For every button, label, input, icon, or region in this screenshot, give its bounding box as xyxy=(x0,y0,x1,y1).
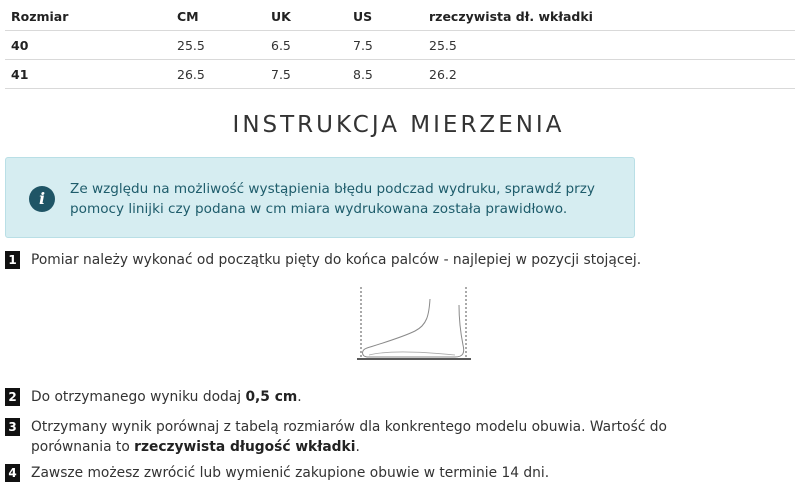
foot-outline xyxy=(363,299,464,357)
table-cell: 25.5 xyxy=(177,37,205,53)
column-header: UK xyxy=(271,8,291,24)
table-cell: 26.2 xyxy=(429,66,457,82)
info-icon: i xyxy=(29,186,55,212)
table-cell: 25.5 xyxy=(429,37,457,53)
table-cell: 8.5 xyxy=(353,66,373,82)
column-header: Rozmiar xyxy=(11,8,69,24)
column-header: CM xyxy=(177,8,199,24)
step-text-part: . xyxy=(355,439,360,455)
step-3 xyxy=(5,417,667,455)
info-text: Ze względu na możliwość wystąpienia błędu podczad wydruku, sprawdź przy pomocy linijki czy podana w cm miara wydrukowana została prawidłowo. xyxy=(70,181,595,217)
step-number: 4 xyxy=(5,464,20,482)
step-number: 3 xyxy=(5,418,20,436)
step-text: Zawsze możesz zwrócić lub wymienić zakupione obuwie w terminie 14 dni. xyxy=(31,465,550,481)
info-alert xyxy=(5,157,635,238)
foot-measurement-illustration xyxy=(355,285,475,365)
step-number: 1 xyxy=(5,251,20,269)
step-2 xyxy=(5,387,302,407)
table-row xyxy=(5,60,795,89)
table-cell: 7.5 xyxy=(271,66,291,82)
step-text-bold: 0,5 cm xyxy=(245,389,298,405)
table-cell: 26.5 xyxy=(177,66,205,82)
step-text: Pomiar należy wykonać od początku pięty do końca palców - najlepiej w pozycji stojącej. xyxy=(31,252,642,268)
table-cell: 41 xyxy=(11,66,29,82)
column-header: rzeczywista dł. wkładki xyxy=(429,8,593,24)
size-table xyxy=(5,2,795,89)
step-text-bold: rzeczywista długość wkładki xyxy=(134,439,356,455)
step-4 xyxy=(5,463,550,483)
step-number: 2 xyxy=(5,388,20,406)
step-text xyxy=(31,417,751,457)
page-title: INSTRUKCJA MIERZENIA xyxy=(232,112,565,138)
step-1 xyxy=(5,250,642,270)
table-cell: 6.5 xyxy=(271,37,291,53)
table-header-row xyxy=(5,2,795,31)
sole-curve xyxy=(369,352,455,355)
column-header: US xyxy=(353,8,373,24)
table-row xyxy=(5,31,795,60)
table-cell: 7.5 xyxy=(353,37,373,53)
step-text-part: . xyxy=(297,389,302,405)
step-text-part: Do otrzymanego wyniku dodaj xyxy=(31,389,246,405)
table-cell: 40 xyxy=(11,37,29,53)
step-text-part: Otrzymany wynik porównaj z tabelą rozmiarów dla konkrentego modelu obuwia. Wartość do porównania to xyxy=(31,419,667,455)
step-text xyxy=(31,387,791,407)
